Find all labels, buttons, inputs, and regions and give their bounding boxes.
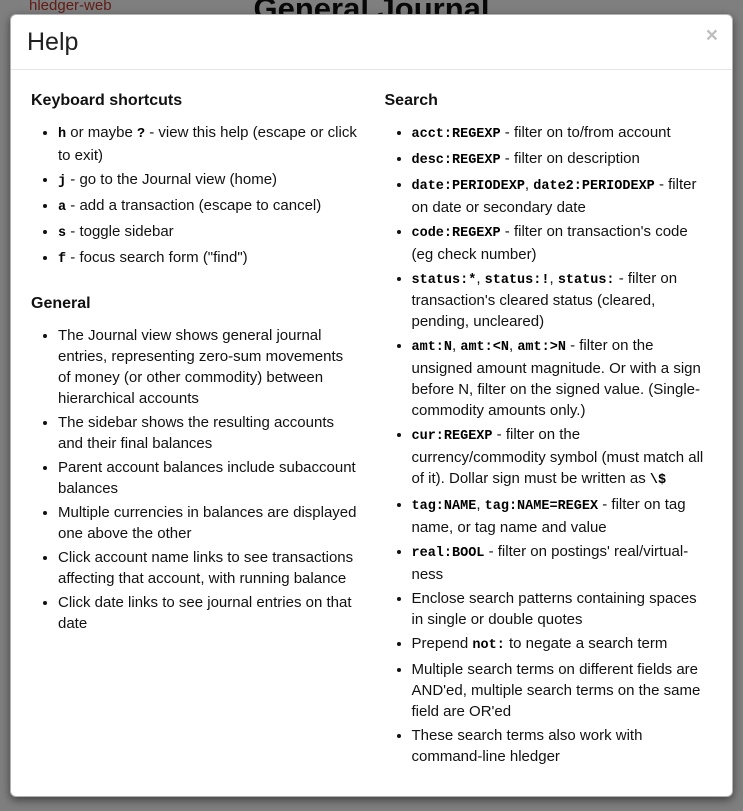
help-list	[31, 122, 359, 269]
code-term: amt:N	[411, 340, 453, 356]
help-list-item: • Parent account balances include subaccount balances	[58, 457, 359, 499]
modal-title: Help	[27, 28, 79, 56]
code-term: amt:>N	[517, 340, 566, 356]
code-term: cur:REGEXP	[411, 429, 493, 445]
code-term: \$	[649, 473, 667, 489]
section-heading: Search	[384, 92, 438, 109]
code-term: f	[58, 251, 67, 267]
code-term: desc:REGEXP	[411, 152, 501, 168]
help-list-item: • acct:REGEXP - filter on to/from account	[412, 122, 713, 145]
help-list-item: • Prepend not: to negate a search term	[412, 633, 713, 656]
code-term: date2:PERIODEXP	[533, 178, 655, 194]
help-list-item: • status:*, status:!, status: - filter on transaction's cleared status (cleared, pending, uncleared)	[412, 268, 713, 333]
help-list-item: • s - toggle sidebar	[58, 221, 359, 244]
help-list-item: • j - go to the Journal view (home)	[58, 169, 359, 192]
modal-body	[11, 70, 732, 790]
help-list-item: • Click date links to see journal entries on that date	[58, 592, 359, 634]
code-term: amt:<N	[460, 340, 509, 356]
help-list-item: • Enclose search patterns containing spaces in single or double quotes	[412, 588, 713, 630]
help-list-item: • The sidebar shows the resulting accounts and their final balances	[58, 412, 359, 454]
code-term: j	[58, 173, 67, 189]
code-term: acct:REGEXP	[411, 127, 501, 142]
section-heading: Keyboard shortcuts	[31, 92, 183, 109]
help-list-item: • tag:NAME, tag:NAME=REGEX - filter on tag name, or tag name and value	[412, 494, 713, 538]
help-list-item: • Multiple search terms on different fields are AND'ed, multiple search terms on the same field are OR'ed	[412, 659, 713, 722]
code-term: real:BOOL	[411, 546, 485, 562]
code-term: status:*	[411, 272, 477, 288]
help-list-item: • date:PERIODEXP, date2:PERIODEXP - filter on date or secondary date	[412, 174, 713, 218]
help-column-left	[31, 90, 359, 770]
help-list-item: • code:REGEXP - filter on transaction's code (eg check number)	[412, 221, 713, 265]
help-list-item: • These search terms also work with command-line hledger	[412, 725, 713, 767]
code-term: a	[58, 199, 67, 215]
help-list-item: • f - focus search form ("find")	[58, 247, 359, 270]
code-term: status:	[557, 272, 615, 288]
help-list-item: • h or maybe ? - view this help (escape or click to exit)	[58, 122, 359, 166]
section-heading: General	[31, 295, 91, 313]
help-list-item: • amt:N, amt:<N, amt:>N - filter on the unsigned amount magnitude. Or with a sign before N, filter on the signed value. (Single-commodity amounts only.)	[412, 335, 713, 421]
help-list	[385, 122, 713, 767]
help-list-item: • cur:REGEXP - filter on the currency/commodity symbol (must match all of it). Dollar sign must be written as \$	[412, 424, 713, 491]
code-term: s	[58, 225, 67, 241]
code-term: date:PERIODEXP	[411, 178, 525, 194]
code-term: ?	[136, 127, 146, 142]
help-list-item: • The Journal view shows general journal entries, representing zero-sum movements of money (or other commodity) between hierarchical accounts	[58, 325, 359, 409]
code-term: tag:NAME	[411, 499, 477, 515]
code-term: h	[58, 127, 67, 142]
help-list-item: • a - add a transaction (escape to cancel)	[58, 195, 359, 218]
code-term: tag:NAME=REGEX	[484, 499, 599, 515]
help-column-right	[385, 90, 713, 770]
code-term: not:	[472, 637, 505, 653]
help-modal	[10, 14, 733, 797]
modal-header	[11, 15, 732, 70]
close-icon[interactable]: ×	[705, 24, 718, 47]
help-list-item: • Click account name links to see transactions affecting that account, with running balance	[58, 547, 359, 589]
code-term: status:!	[484, 272, 550, 288]
code-term: code:REGEXP	[411, 225, 501, 241]
help-list	[31, 325, 359, 634]
help-list-item: • desc:REGEXP - filter on description	[412, 148, 713, 171]
help-list-item: • Multiple currencies in balances are displayed one above the other	[58, 502, 359, 544]
help-list-item: • real:BOOL - filter on postings' real/virtual-ness	[412, 541, 713, 585]
